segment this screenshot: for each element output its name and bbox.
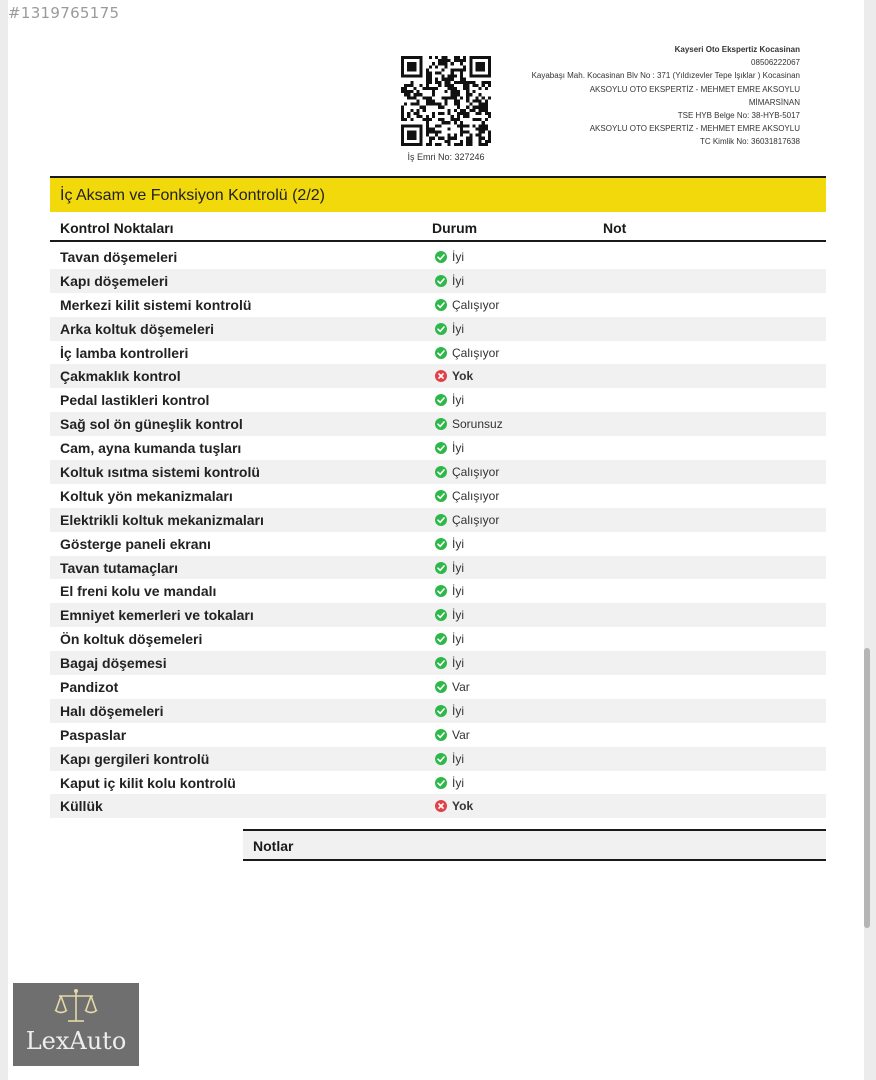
- status-text: Çalışıyor: [452, 345, 500, 360]
- status-text: İyi: [452, 703, 464, 718]
- table-row: [50, 675, 826, 699]
- column-control: Kontrol Noktaları: [60, 220, 174, 236]
- check-circle-icon: [435, 633, 447, 645]
- check-circle-icon: [435, 514, 447, 526]
- row-label: İç lamba kontrolleri: [60, 344, 189, 361]
- status-text: Yok: [452, 799, 474, 814]
- row-label: Kaput iç kilit kolu kontrolü: [60, 774, 236, 791]
- section-header: [50, 176, 826, 212]
- scales-icon: [13, 983, 139, 1027]
- status-text: Çalışıyor: [452, 297, 500, 312]
- table-row: [50, 388, 826, 412]
- check-circle-icon: [435, 753, 447, 765]
- company-owner-repeat: AKSOYLU OTO EKSPERTİZ - MEHMET EMRE AKSOYLU: [589, 124, 800, 134]
- check-circle-icon: [435, 442, 447, 454]
- x-circle-icon: [435, 800, 447, 812]
- report-page: [8, 0, 864, 1080]
- row-label: Arka koltuk döşemeleri: [60, 320, 215, 337]
- row-status: [435, 321, 464, 337]
- qr-code: [401, 56, 491, 146]
- table-row: [50, 269, 826, 293]
- row-status: [435, 392, 464, 408]
- row-label: Koltuk ısıtma sistemi kontrolü: [60, 464, 260, 481]
- row-status: [435, 751, 464, 767]
- check-circle-icon: [435, 657, 447, 669]
- check-circle-icon: [435, 777, 447, 789]
- table-row: [50, 579, 826, 603]
- row-status: [435, 512, 499, 528]
- status-text: İyi: [452, 584, 464, 599]
- work-order-number: İş Emri No: 327246: [407, 152, 485, 162]
- row-label: Pedal lastikleri kontrol: [60, 392, 210, 409]
- row-label: Ön koltuk döşemeleri: [60, 631, 203, 648]
- table-row: [50, 508, 826, 532]
- row-status: [435, 727, 470, 743]
- row-status: [435, 440, 464, 456]
- row-status: [435, 345, 499, 361]
- status-text: İyi: [452, 632, 464, 647]
- notes-title: Notlar: [253, 838, 294, 854]
- check-circle-icon: [435, 562, 447, 574]
- row-label: Sağ sol ön güneşlik kontrol: [60, 416, 243, 433]
- company-address: Kayabaşı Mah. Kocasinan Blv No : 371 (Yıldızevler Tepe Işıklar ) Kocasinan: [531, 71, 800, 81]
- status-text: İyi: [452, 775, 464, 790]
- check-circle-icon: [435, 729, 447, 741]
- table-row: [50, 627, 826, 651]
- row-label: Emniyet kemerleri ve tokaları: [60, 607, 254, 624]
- company-info: [480, 43, 800, 149]
- row-status: [435, 703, 464, 719]
- table-row: [50, 436, 826, 460]
- row-status: [435, 775, 464, 791]
- table-row: [50, 293, 826, 317]
- check-circle-icon: [435, 418, 447, 430]
- row-status: [435, 416, 503, 432]
- table-row: [50, 723, 826, 747]
- check-circle-icon: [435, 466, 447, 478]
- row-status: [435, 249, 464, 265]
- status-text: İyi: [452, 560, 464, 575]
- table-row: [50, 603, 826, 627]
- row-label: Halı döşemeleri: [60, 702, 164, 719]
- company-tax-id: TC Kimlik No: 36031817638: [699, 137, 800, 147]
- row-label: Tavan döşemeleri: [60, 249, 178, 265]
- status-text: Çalışıyor: [452, 488, 500, 503]
- check-circle-icon: [435, 251, 447, 263]
- row-status: [435, 583, 464, 599]
- row-label: Küllük: [60, 798, 103, 815]
- check-circle-icon: [435, 394, 447, 406]
- notes-section: [243, 829, 826, 861]
- row-label: Paspaslar: [60, 726, 127, 743]
- status-text: İyi: [452, 536, 464, 551]
- x-circle-icon: [435, 370, 447, 382]
- company-district: MİMARSİNAN: [748, 97, 800, 107]
- status-text: İyi: [452, 608, 464, 623]
- row-status: [435, 297, 499, 313]
- table-row: [50, 317, 826, 341]
- table-row: [50, 651, 826, 675]
- row-label: El freni kolu ve mandalı: [60, 583, 217, 600]
- row-label: Kapı gergileri kontrolü: [60, 750, 210, 767]
- table-row: [50, 699, 826, 723]
- row-label: Merkezi kilit sistemi kontrolü: [60, 296, 252, 313]
- status-text: İyi: [452, 751, 464, 766]
- status-text: İyi: [452, 441, 464, 456]
- table-row: [50, 771, 826, 795]
- row-label: Koltuk yön mekanizmaları: [60, 487, 233, 504]
- status-text: Var: [452, 727, 470, 742]
- status-text: Sorunsuz: [452, 417, 503, 432]
- check-circle-icon: [435, 585, 447, 597]
- status-text: İyi: [452, 273, 464, 288]
- status-text: Yok: [452, 369, 474, 384]
- status-text: Çalışıyor: [452, 512, 500, 527]
- row-status: [435, 273, 464, 289]
- company-certificate: TSE HYB Belge No: 38-HYB-5017: [677, 111, 800, 121]
- control-table: [50, 245, 826, 818]
- check-circle-icon: [435, 681, 447, 693]
- row-label: Çakmaklık kontrol: [60, 368, 181, 385]
- check-circle-icon: [435, 323, 447, 335]
- table-row: [50, 484, 826, 508]
- table-row: [50, 556, 826, 580]
- status-text: Var: [452, 680, 470, 695]
- row-status: [435, 798, 473, 814]
- lexauto-logo: [13, 983, 139, 1066]
- status-text: İyi: [452, 250, 464, 264]
- row-status: [435, 607, 464, 623]
- check-circle-icon: [435, 705, 447, 717]
- section-title: İç Aksam ve Fonksiyon Kontrolü (2/2): [60, 187, 325, 204]
- status-text: İyi: [452, 321, 464, 336]
- company-phone: 08506222067: [751, 58, 800, 68]
- row-status: [435, 560, 464, 576]
- table-row: [50, 747, 826, 771]
- row-status: [435, 368, 473, 384]
- table-row: [50, 341, 826, 365]
- column-note: Not: [603, 220, 627, 236]
- row-status: [435, 464, 499, 480]
- column-status: Durum: [432, 220, 478, 236]
- row-label: Pandizot: [60, 679, 119, 696]
- company-name: Kayseri Oto Ekspertiz Kocasinan: [674, 45, 800, 54]
- row-status: [435, 631, 464, 647]
- row-label: Gösterge paneli ekranı: [60, 535, 211, 552]
- row-status: [435, 655, 464, 671]
- status-text: İyi: [452, 656, 464, 671]
- table-header: [50, 214, 826, 242]
- table-row: [50, 364, 826, 388]
- company-owner: AKSOYLU OTO EKSPERTİZ - MEHMET EMRE AKSOYLU: [589, 84, 800, 94]
- row-status: [435, 536, 464, 552]
- check-circle-icon: [435, 275, 447, 287]
- row-label: Cam, ayna kumanda tuşları: [60, 440, 242, 457]
- check-circle-icon: [435, 538, 447, 550]
- check-circle-icon: [435, 299, 447, 311]
- table-row: [50, 532, 826, 556]
- table-row: [50, 245, 826, 269]
- check-circle-icon: [435, 490, 447, 502]
- scrollbar[interactable]: [864, 648, 870, 928]
- table-row: [50, 460, 826, 484]
- status-text: İyi: [452, 393, 464, 408]
- row-status: [435, 679, 470, 695]
- logo-text: LexAuto: [25, 1027, 127, 1055]
- check-circle-icon: [435, 609, 447, 621]
- image-id-watermark: #1319765175: [8, 4, 120, 22]
- table-row: [50, 794, 826, 818]
- row-label: Tavan tutamaçları: [60, 559, 179, 576]
- table-row: [50, 412, 826, 436]
- row-label: Bagaj döşemesi: [60, 655, 167, 672]
- row-status: [435, 488, 499, 504]
- row-label: Kapı döşemeleri: [60, 272, 169, 289]
- row-label: Elektrikli koltuk mekanizmaları: [60, 511, 264, 528]
- status-text: Çalışıyor: [452, 465, 500, 480]
- check-circle-icon: [435, 347, 447, 359]
